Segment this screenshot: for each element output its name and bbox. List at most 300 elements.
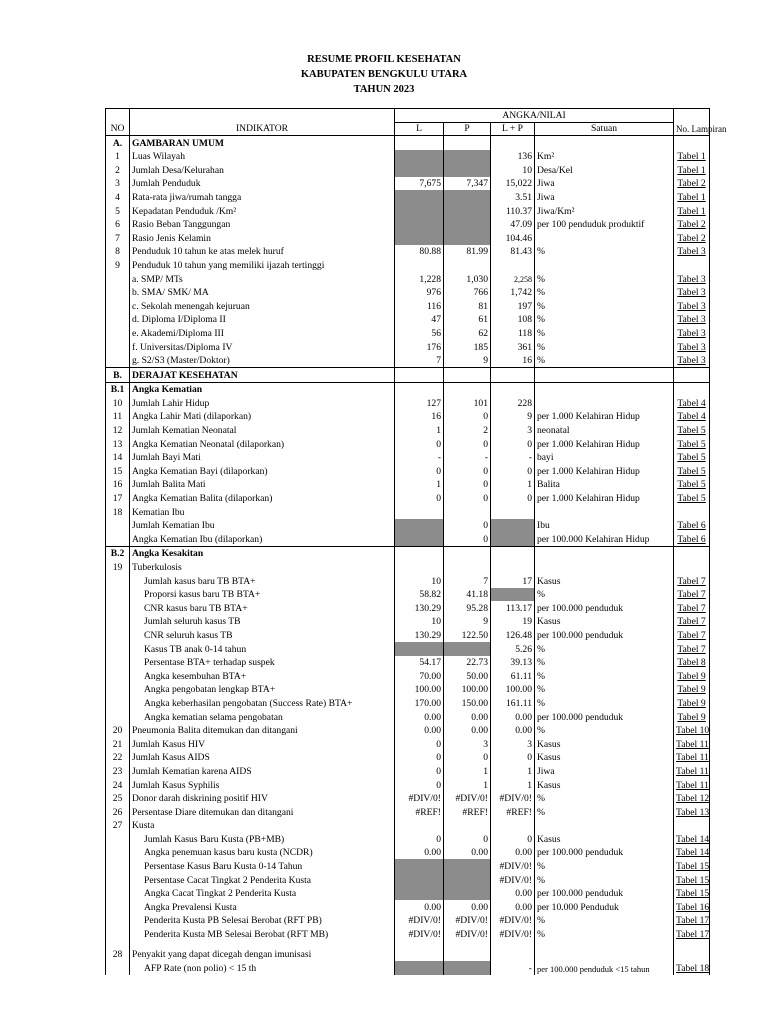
lampiran-link[interactable]: Tabel 15 bbox=[674, 873, 710, 887]
indikator-cell: Angka Kematian Balita (dilaporkan) bbox=[130, 491, 395, 505]
satuan-cell: % bbox=[535, 696, 674, 710]
satuan-cell bbox=[535, 368, 674, 383]
indikator-cell: Angka Prevalensi Kusta bbox=[130, 900, 395, 914]
value-lp-cell: 1 bbox=[491, 778, 535, 792]
lampiran-link[interactable]: Tabel 5 bbox=[674, 464, 710, 478]
lampiran-link[interactable]: Tabel 14 bbox=[674, 832, 710, 846]
value-p-cell: 9 bbox=[444, 354, 491, 368]
value-p-cell bbox=[444, 941, 491, 961]
row-number bbox=[106, 326, 130, 340]
value-l-cell bbox=[395, 150, 444, 164]
indikator-cell: Persentase Kasus Baru Kusta 0-14 Tahun bbox=[130, 859, 395, 873]
table-row bbox=[106, 710, 710, 724]
lampiran-link[interactable]: Tabel 9 bbox=[674, 696, 710, 710]
row-number: 15 bbox=[106, 464, 130, 478]
lampiran-link[interactable]: Tabel 7 bbox=[674, 588, 710, 602]
value-lp-cell: 0.00 bbox=[491, 900, 535, 914]
value-lp-cell bbox=[491, 588, 535, 602]
value-l-cell bbox=[395, 190, 444, 204]
lampiran-link[interactable]: Tabel 9 bbox=[674, 669, 710, 683]
satuan-cell: % bbox=[535, 683, 674, 697]
row-number bbox=[106, 683, 130, 697]
lampiran-link[interactable]: Tabel 3 bbox=[674, 354, 710, 368]
satuan-cell: per 100.000 penduduk bbox=[535, 846, 674, 860]
value-lp-cell: 361 bbox=[491, 340, 535, 354]
lampiran-link[interactable]: Tabel 3 bbox=[674, 340, 710, 354]
row-number: 19 bbox=[106, 560, 130, 574]
lampiran-link[interactable]: Tabel 1 bbox=[674, 204, 710, 218]
table-row bbox=[106, 505, 710, 519]
row-number bbox=[106, 887, 130, 901]
satuan-cell: % bbox=[535, 642, 674, 656]
value-lp-cell: 104.46 bbox=[491, 231, 535, 245]
value-l-cell bbox=[395, 368, 444, 383]
lampiran-link bbox=[674, 560, 710, 574]
row-number: 23 bbox=[106, 764, 130, 778]
indikator-cell: Angka pengobatan lengkap BTA+ bbox=[130, 683, 395, 697]
value-p-cell: 0.00 bbox=[444, 724, 491, 738]
table-row bbox=[106, 326, 710, 340]
lampiran-link[interactable]: Tabel 16 bbox=[674, 900, 710, 914]
table-row bbox=[106, 832, 710, 846]
value-lp-cell bbox=[491, 258, 535, 272]
indikator-cell: Rasio Jenis Kelamin bbox=[130, 231, 395, 245]
value-p-cell: 9 bbox=[444, 615, 491, 629]
indikator-cell: Luas Wilayah bbox=[130, 150, 395, 164]
value-lp-cell bbox=[491, 546, 535, 560]
value-lp-cell: 113.17 bbox=[491, 601, 535, 615]
lampiran-link[interactable]: Tabel 3 bbox=[674, 299, 710, 313]
lampiran-link[interactable]: Tabel 3 bbox=[674, 286, 710, 300]
value-lp-cell: 81.43 bbox=[491, 245, 535, 259]
value-p-cell: #DIV/0! bbox=[444, 914, 491, 928]
lampiran-link[interactable]: Tabel 5 bbox=[674, 491, 710, 505]
lampiran-link[interactable]: Tabel 5 bbox=[674, 478, 710, 492]
value-p-cell: 0.00 bbox=[444, 846, 491, 860]
value-p-cell: 62 bbox=[444, 326, 491, 340]
row-number: 3 bbox=[106, 177, 130, 191]
row-number: 26 bbox=[106, 805, 130, 819]
value-l-cell bbox=[395, 231, 444, 245]
value-lp-cell: 0.00 bbox=[491, 710, 535, 724]
lampiran-link bbox=[674, 505, 710, 519]
table-row bbox=[106, 204, 710, 218]
value-lp-cell: 5.26 bbox=[491, 642, 535, 656]
header-lp: L + P bbox=[491, 123, 535, 136]
indikator-cell: Jumlah Desa/Kelurahan bbox=[130, 163, 395, 177]
table-row bbox=[106, 464, 710, 478]
value-lp-cell: 118 bbox=[491, 326, 535, 340]
value-l-cell: 0 bbox=[395, 437, 444, 451]
indikator-cell: AFP Rate (non polio) < 15 th bbox=[130, 961, 395, 975]
table-row bbox=[106, 354, 710, 368]
lampiran-link[interactable]: Tabel 2 bbox=[674, 177, 710, 191]
lampiran-link[interactable]: Tabel 11 bbox=[674, 751, 710, 765]
value-p-cell bbox=[444, 560, 491, 574]
value-l-cell: #DIV/0! bbox=[395, 792, 444, 806]
value-lp-cell: 2,258 bbox=[491, 272, 535, 286]
lampiran-link[interactable]: Tabel 1 bbox=[674, 150, 710, 164]
lampiran-link[interactable]: Tabel 11 bbox=[674, 778, 710, 792]
value-l-cell bbox=[395, 961, 444, 975]
title-line-1: RESUME PROFIL KESEHATAN bbox=[307, 54, 461, 65]
satuan-cell bbox=[535, 136, 674, 150]
table-row bbox=[106, 859, 710, 873]
indikator-cell: Tuberkulosis bbox=[130, 560, 395, 574]
row-number bbox=[106, 696, 130, 710]
satuan-cell: % bbox=[535, 313, 674, 327]
table-row bbox=[106, 150, 710, 164]
satuan-cell: Ibu bbox=[535, 519, 674, 533]
value-l-cell: 7 bbox=[395, 354, 444, 368]
indikator-cell: e. Akademi/Diploma III bbox=[130, 326, 395, 340]
indikator-cell: DERAJAT KESEHATAN bbox=[130, 368, 395, 383]
satuan-cell: neonatal bbox=[535, 423, 674, 437]
lampiran-link[interactable]: Tabel 17 bbox=[674, 914, 710, 928]
lampiran-link[interactable]: Tabel 11 bbox=[674, 764, 710, 778]
value-lp-cell: 61.11 bbox=[491, 669, 535, 683]
lampiran-link[interactable]: Tabel 1 bbox=[674, 163, 710, 177]
table-row bbox=[106, 642, 710, 656]
table-row bbox=[106, 286, 710, 300]
value-p-cell: 0 bbox=[444, 751, 491, 765]
table-row bbox=[106, 451, 710, 465]
row-number bbox=[106, 588, 130, 602]
value-l-cell bbox=[395, 204, 444, 218]
value-p-cell: 0 bbox=[444, 410, 491, 424]
value-l-cell: 0 bbox=[395, 491, 444, 505]
indikator-cell: Angka kematian selama pengobatan bbox=[130, 710, 395, 724]
value-l-cell: 0.00 bbox=[395, 710, 444, 724]
lampiran-link[interactable]: Tabel 10 bbox=[674, 724, 710, 738]
satuan-cell bbox=[535, 560, 674, 574]
value-p-cell: - bbox=[444, 451, 491, 465]
value-l-cell: 127 bbox=[395, 396, 444, 410]
row-number bbox=[106, 628, 130, 642]
value-lp-cell bbox=[491, 368, 535, 383]
indikator-cell: Jumlah Kasus Syphilis bbox=[130, 778, 395, 792]
lampiran-link[interactable]: Tabel 12 bbox=[674, 792, 710, 806]
table-row bbox=[106, 396, 710, 410]
satuan-cell: Kasus bbox=[535, 751, 674, 765]
lampiran-link[interactable]: Tabel 15 bbox=[674, 859, 710, 873]
lampiran-link[interactable]: Tabel 7 bbox=[674, 642, 710, 656]
indikator-cell: Kepadatan Penduduk /Km² bbox=[130, 204, 395, 218]
table-row bbox=[106, 914, 710, 928]
value-p-cell bbox=[444, 204, 491, 218]
value-p-cell: 0 bbox=[444, 437, 491, 451]
value-l-cell: 10 bbox=[395, 615, 444, 629]
row-number bbox=[106, 642, 130, 656]
value-lp-cell bbox=[491, 532, 535, 546]
lampiran-link[interactable]: Tabel 14 bbox=[674, 846, 710, 860]
indikator-cell: Angka Kematian Ibu (dilaporkan) bbox=[130, 532, 395, 546]
satuan-cell: Desa/Kel bbox=[535, 163, 674, 177]
value-lp-cell: 0.00 bbox=[491, 846, 535, 860]
satuan-cell: per 100.000 penduduk <15 tahun bbox=[535, 961, 674, 975]
lampiran-link[interactable]: Tabel 3 bbox=[674, 313, 710, 327]
lampiran-link[interactable]: Tabel 5 bbox=[674, 451, 710, 465]
value-lp-cell: 1 bbox=[491, 764, 535, 778]
value-p-cell: 0 bbox=[444, 491, 491, 505]
value-lp-cell: - bbox=[491, 451, 535, 465]
satuan-cell bbox=[535, 546, 674, 560]
lampiran-link[interactable]: Tabel 1 bbox=[674, 190, 710, 204]
value-p-cell: 0 bbox=[444, 832, 491, 846]
value-p-cell: #REF! bbox=[444, 805, 491, 819]
lampiran-link[interactable]: Tabel 6 bbox=[674, 532, 710, 546]
table-row bbox=[106, 231, 710, 245]
lampiran-link[interactable]: Tabel 5 bbox=[674, 437, 710, 451]
value-l-cell: 130.29 bbox=[395, 628, 444, 642]
lampiran-link bbox=[674, 819, 710, 833]
table-row bbox=[106, 846, 710, 860]
lampiran-link[interactable]: Tabel 3 bbox=[674, 272, 710, 286]
row-number bbox=[106, 873, 130, 887]
row-number: 12 bbox=[106, 423, 130, 437]
row-number bbox=[106, 710, 130, 724]
row-number bbox=[106, 832, 130, 846]
lampiran-link[interactable]: Tabel 15 bbox=[674, 887, 710, 901]
satuan-cell: % bbox=[535, 272, 674, 286]
value-lp-cell: 19 bbox=[491, 615, 535, 629]
value-l-cell: 0.00 bbox=[395, 724, 444, 738]
value-p-cell: 81 bbox=[444, 299, 491, 313]
table-row bbox=[106, 887, 710, 901]
lampiran-link[interactable]: Tabel 5 bbox=[674, 423, 710, 437]
lampiran-link[interactable]: Tabel 8 bbox=[674, 656, 710, 670]
indikator-cell: Kasus TB anak 0-14 tahun bbox=[130, 642, 395, 656]
satuan-cell: per 100.000 penduduk bbox=[535, 887, 674, 901]
lampiran-link[interactable]: Tabel 3 bbox=[674, 245, 710, 259]
value-lp-cell: #DIV/0! bbox=[491, 792, 535, 806]
satuan-cell: per 1.000 Kelahiran Hidup bbox=[535, 437, 674, 451]
indikator-cell: Angka keberhasilan pengobatan (Success Rate) BTA+ bbox=[130, 696, 395, 710]
value-lp-cell: #DIV/0! bbox=[491, 914, 535, 928]
indikator-cell: b. SMA/ SMK/ MA bbox=[130, 286, 395, 300]
lampiran-link[interactable]: Tabel 11 bbox=[674, 737, 710, 751]
indikator-cell: Angka Lahir Mati (dilaporkan) bbox=[130, 410, 395, 424]
value-lp-cell bbox=[491, 560, 535, 574]
table-row bbox=[106, 588, 710, 602]
lampiran-link bbox=[674, 136, 710, 150]
row-number: 13 bbox=[106, 437, 130, 451]
table-row bbox=[106, 683, 710, 697]
row-number: 22 bbox=[106, 751, 130, 765]
value-lp-cell: 108 bbox=[491, 313, 535, 327]
value-l-cell bbox=[395, 887, 444, 901]
table-row bbox=[106, 532, 710, 546]
header-indikator: INDIKATOR bbox=[130, 109, 395, 136]
value-lp-cell: 100.00 bbox=[491, 683, 535, 697]
value-p-cell bbox=[444, 382, 491, 396]
value-p-cell: 122.50 bbox=[444, 628, 491, 642]
value-l-cell bbox=[395, 136, 444, 150]
lampiran-link[interactable]: Tabel 7 bbox=[674, 601, 710, 615]
row-number bbox=[106, 299, 130, 313]
value-lp-cell: 161.11 bbox=[491, 696, 535, 710]
table-row bbox=[106, 696, 710, 710]
row-number bbox=[106, 846, 130, 860]
lampiran-link[interactable]: Tabel 4 bbox=[674, 410, 710, 424]
indikator-cell: Donor darah diskrining positif HIV bbox=[130, 792, 395, 806]
table-row bbox=[106, 927, 710, 941]
satuan-cell bbox=[535, 382, 674, 396]
value-lp-cell: 9 bbox=[491, 410, 535, 424]
value-p-cell: 95.28 bbox=[444, 601, 491, 615]
row-number bbox=[106, 519, 130, 533]
lampiran-link[interactable]: Tabel 3 bbox=[674, 326, 710, 340]
indikator-cell: Jumlah Kasus Baru Kusta (PB+MB) bbox=[130, 832, 395, 846]
value-l-cell bbox=[395, 560, 444, 574]
value-l-cell bbox=[395, 819, 444, 833]
table-row bbox=[106, 437, 710, 451]
value-lp-cell: 0 bbox=[491, 464, 535, 478]
lampiran-link[interactable]: Tabel 7 bbox=[674, 628, 710, 642]
lampiran-link[interactable]: Tabel 7 bbox=[674, 574, 710, 588]
value-lp-cell bbox=[491, 519, 535, 533]
lampiran-link bbox=[674, 368, 710, 383]
indikator-cell: Persentase Diare ditemukan dan ditangani bbox=[130, 805, 395, 819]
value-lp-cell: 3 bbox=[491, 423, 535, 437]
lampiran-link[interactable]: Tabel 18 bbox=[674, 961, 710, 975]
value-lp-cell: 110.37 bbox=[491, 204, 535, 218]
value-p-cell bbox=[444, 887, 491, 901]
lampiran-link[interactable]: Tabel 9 bbox=[674, 710, 710, 724]
value-p-cell bbox=[444, 859, 491, 873]
row-number bbox=[106, 927, 130, 941]
lampiran-link[interactable]: Tabel 2 bbox=[674, 231, 710, 245]
value-lp-cell: 17 bbox=[491, 574, 535, 588]
header-lampiran: No. Lampiran bbox=[674, 109, 710, 136]
table-row bbox=[106, 751, 710, 765]
satuan-cell: per 100.000 penduduk bbox=[535, 601, 674, 615]
table-row bbox=[106, 792, 710, 806]
value-p-cell bbox=[444, 190, 491, 204]
value-lp-cell: 228 bbox=[491, 396, 535, 410]
row-number: 5 bbox=[106, 204, 130, 218]
table-row bbox=[106, 136, 710, 150]
indikator-cell: Penyakit yang dapat dicegah dengan imunisasi bbox=[130, 941, 395, 961]
value-lp-cell bbox=[491, 136, 535, 150]
lampiran-link[interactable]: Tabel 13 bbox=[674, 805, 710, 819]
lampiran-link bbox=[674, 546, 710, 560]
row-number: 18 bbox=[106, 505, 130, 519]
row-number bbox=[106, 914, 130, 928]
row-number: 28 bbox=[106, 941, 130, 961]
satuan-cell: % bbox=[535, 286, 674, 300]
value-l-cell: 0.00 bbox=[395, 900, 444, 914]
value-l-cell bbox=[395, 258, 444, 272]
lampiran-link[interactable]: Tabel 17 bbox=[674, 927, 710, 941]
satuan-cell: % bbox=[535, 245, 674, 259]
table-row bbox=[106, 656, 710, 670]
satuan-cell bbox=[535, 819, 674, 833]
lampiran-link[interactable]: Tabel 4 bbox=[674, 396, 710, 410]
indikator-cell: Jumlah Bayi Mati bbox=[130, 451, 395, 465]
value-p-cell bbox=[444, 961, 491, 975]
satuan-cell: Kasus bbox=[535, 832, 674, 846]
value-l-cell: 0 bbox=[395, 778, 444, 792]
value-p-cell: 0 bbox=[444, 464, 491, 478]
indikator-cell: Persentase BTA+ terhadap suspek bbox=[130, 656, 395, 670]
satuan-cell: per 100.000 penduduk bbox=[535, 710, 674, 724]
row-number bbox=[106, 669, 130, 683]
row-number bbox=[106, 354, 130, 368]
satuan-cell: per 1.000 Kelahiran Hidup bbox=[535, 410, 674, 424]
lampiran-link[interactable]: Tabel 6 bbox=[674, 519, 710, 533]
value-lp-cell: 15,022 bbox=[491, 177, 535, 191]
row-number bbox=[106, 615, 130, 629]
table-row bbox=[106, 601, 710, 615]
indikator-cell: Jumlah Penduduk bbox=[130, 177, 395, 191]
value-p-cell bbox=[444, 546, 491, 560]
value-l-cell: 16 bbox=[395, 410, 444, 424]
row-number bbox=[106, 961, 130, 975]
value-lp-cell: #DIV/0! bbox=[491, 859, 535, 873]
value-l-cell bbox=[395, 873, 444, 887]
value-p-cell bbox=[444, 873, 491, 887]
indikator-cell: Rasio Beban Tanggungan bbox=[130, 218, 395, 232]
lampiran-link[interactable]: Tabel 7 bbox=[674, 615, 710, 629]
value-p-cell: 101 bbox=[444, 396, 491, 410]
row-number: 1 bbox=[106, 150, 130, 164]
value-p-cell: 81.99 bbox=[444, 245, 491, 259]
value-lp-cell: 0 bbox=[491, 437, 535, 451]
satuan-cell: Kasus bbox=[535, 778, 674, 792]
table-row bbox=[106, 299, 710, 313]
row-number bbox=[106, 313, 130, 327]
value-lp-cell: 3.51 bbox=[491, 190, 535, 204]
value-l-cell bbox=[395, 163, 444, 177]
value-l-cell: 1 bbox=[395, 478, 444, 492]
row-number: 4 bbox=[106, 190, 130, 204]
lampiran-link[interactable]: Tabel 2 bbox=[674, 218, 710, 232]
value-p-cell: 50.00 bbox=[444, 669, 491, 683]
value-p-cell: 7 bbox=[444, 574, 491, 588]
indikator-cell: c. Sekolah menengah kejuruan bbox=[130, 299, 395, 313]
indikator-cell: g. S2/S3 (Master/Doktor) bbox=[130, 354, 395, 368]
satuan-cell: per 10.000 Penduduk bbox=[535, 900, 674, 914]
value-p-cell bbox=[444, 150, 491, 164]
value-lp-cell bbox=[491, 941, 535, 961]
value-p-cell bbox=[444, 368, 491, 383]
table-row bbox=[106, 764, 710, 778]
value-l-cell: 0 bbox=[395, 764, 444, 778]
header-l: L bbox=[395, 123, 444, 136]
row-number bbox=[106, 574, 130, 588]
value-lp-cell: 126.48 bbox=[491, 628, 535, 642]
satuan-cell: % bbox=[535, 299, 674, 313]
value-l-cell bbox=[395, 642, 444, 656]
value-p-cell: 0 bbox=[444, 478, 491, 492]
satuan-cell bbox=[535, 396, 674, 410]
satuan-cell: % bbox=[535, 669, 674, 683]
indikator-cell: Pneumonia Balita ditemukan dan ditangani bbox=[130, 724, 395, 738]
indikator-cell: Persentase Cacat Tingkat 2 Penderita Kusta bbox=[130, 873, 395, 887]
value-lp-cell: 10 bbox=[491, 163, 535, 177]
header-satuan: Satuan bbox=[535, 123, 674, 136]
value-l-cell: 0 bbox=[395, 464, 444, 478]
lampiran-link[interactable]: Tabel 9 bbox=[674, 683, 710, 697]
satuan-cell: % bbox=[535, 927, 674, 941]
row-number bbox=[106, 286, 130, 300]
satuan-cell: bayi bbox=[535, 451, 674, 465]
value-lp-cell: 47.09 bbox=[491, 218, 535, 232]
title-line-3: TAHUN 2023 bbox=[353, 84, 415, 95]
row-number: B. bbox=[106, 368, 130, 383]
value-l-cell: 130.29 bbox=[395, 601, 444, 615]
